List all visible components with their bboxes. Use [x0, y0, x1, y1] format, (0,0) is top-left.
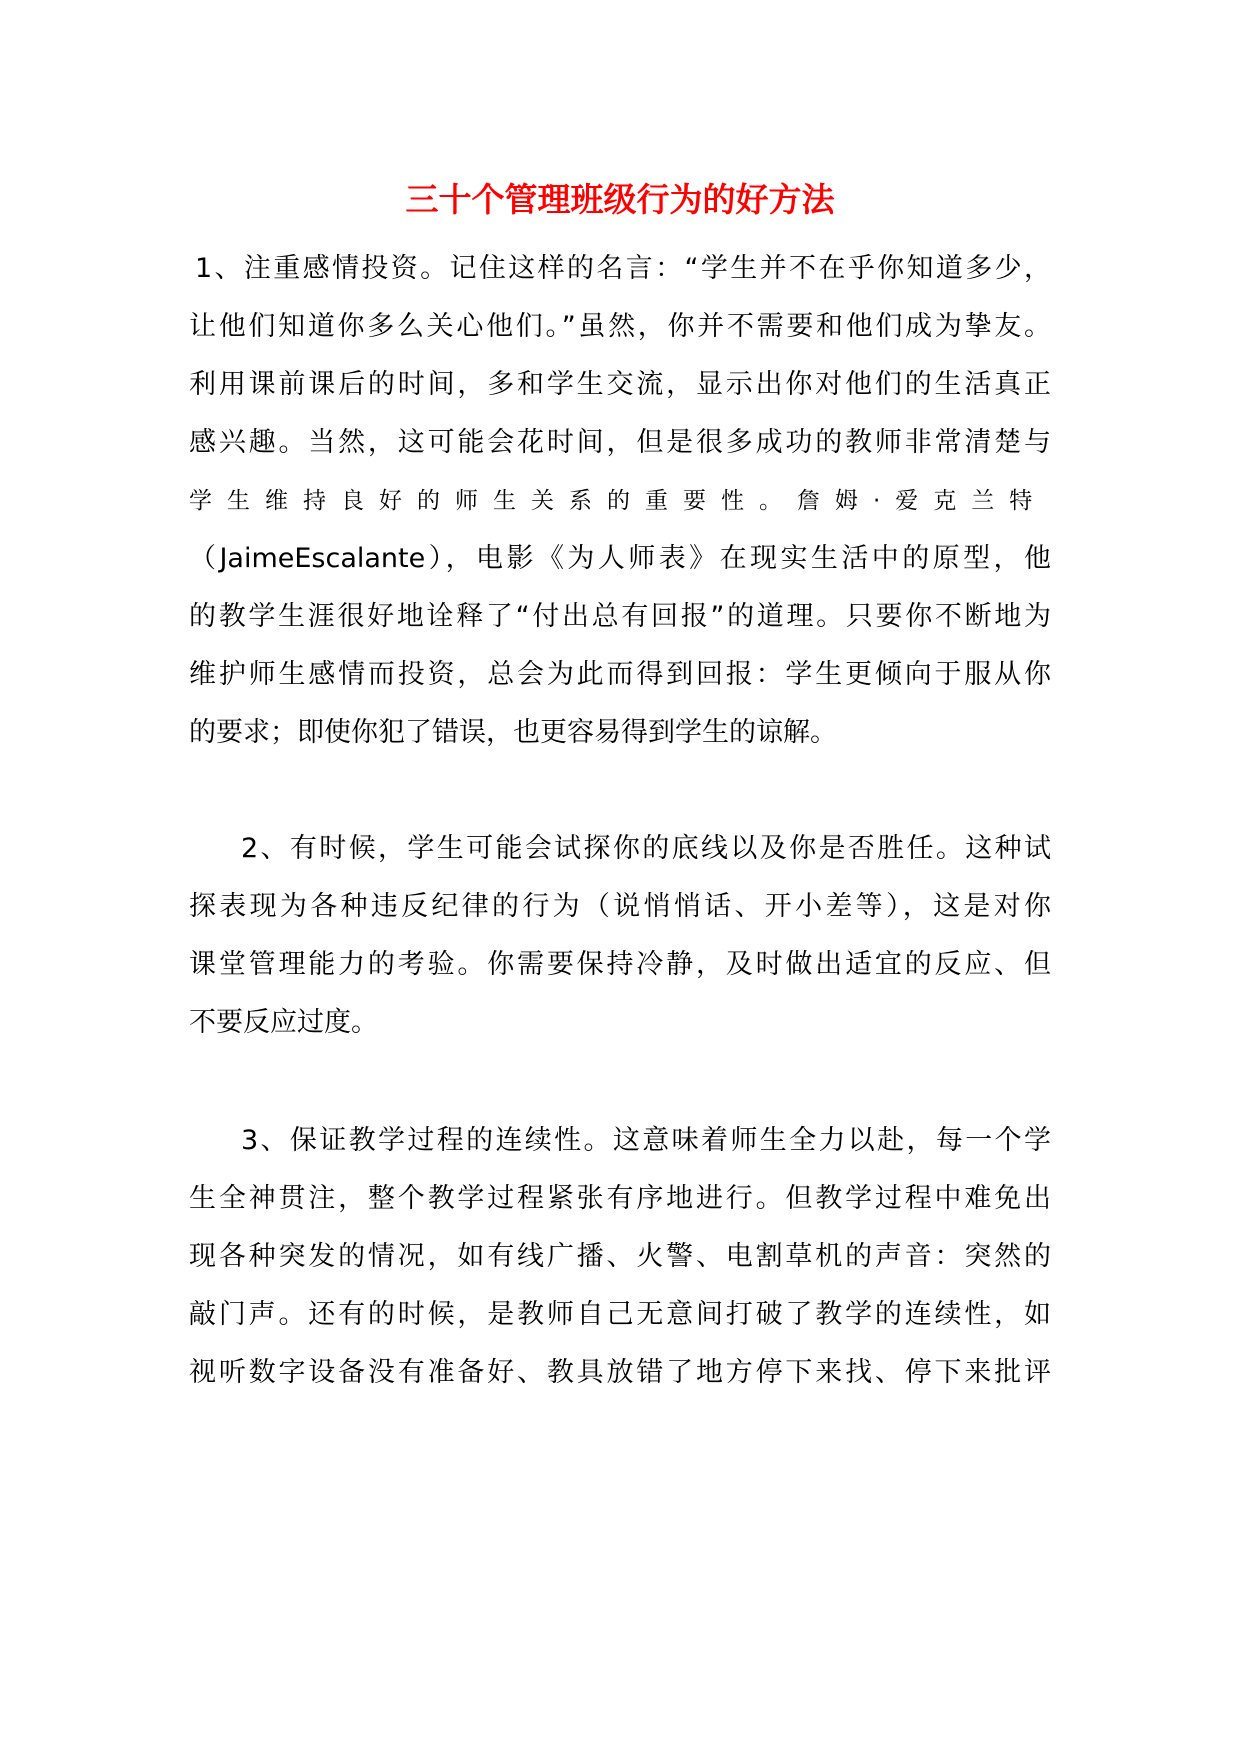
paragraph-line: 探表现为各种违反纪律的行为（说悄悄话、开小差等），这是对你: [189, 891, 1051, 922]
paragraph-line: 维护师生感情而投资，总会为此而得到回报：学生更倾向于服从你: [189, 659, 1051, 690]
paragraph-line: 3、保证教学过程的连续性。这意味着师生全力以赴，每一个学: [241, 1125, 1051, 1156]
paragraph-line: 学生维持良好的师生关系的重要性。詹姆·爱克兰特: [189, 488, 1048, 514]
paragraph-line: 现各种突发的情况，如有线广播、火警、电割草机的声音：突然的: [189, 1241, 1051, 1272]
paragraph-line: 1、注重感情投资。记住这样的名言：“学生并不在乎你知道多少，: [195, 253, 1051, 284]
paragraph-line: 感兴趣。当然，这可能会花时间，但是很多成功的教师非常清楚与: [189, 427, 1051, 458]
paragraph-line: 课堂管理能力的考验。你需要保持冷静，及时做出适宜的反应、但: [189, 949, 1051, 980]
paragraph-line: 的教学生涯很好地诠释了“付出总有回报”的道理。只要你不断地为: [189, 601, 1051, 632]
paragraph-line: 利用课前课后的时间，多和学生交流，显示出你对他们的生活真正: [189, 369, 1051, 400]
paragraph-line: 让他们知道你多么关心他们。”虽然，你并不需要和他们成为挚友。: [189, 311, 1051, 342]
paragraph-line: 的要求；即使你犯了错误，也更容易得到学生的谅解。: [189, 717, 837, 748]
document-title: 三十个管理班级行为的好方法: [405, 180, 835, 219]
paragraph-line: 不要反应过度。: [189, 1007, 378, 1038]
paragraph-line: 敲门声。还有的时候，是教师自己无意间打破了教学的连续性，如: [189, 1299, 1051, 1330]
paragraph-line: 视听数字设备没有准备好、教具放错了地方停下来找、停下来批评: [189, 1357, 1051, 1388]
paragraph-line: 2、有时候，学生可能会试探你的底线以及你是否胜任。这种试: [241, 833, 1051, 864]
paragraph-line: 生全神贯注，整个教学过程紧张有序地进行。但教学过程中难免出: [189, 1183, 1051, 1214]
paragraph-line: （JaimeEscalante），电影《为人师表》在现实生活中的原型，他: [189, 543, 1051, 574]
